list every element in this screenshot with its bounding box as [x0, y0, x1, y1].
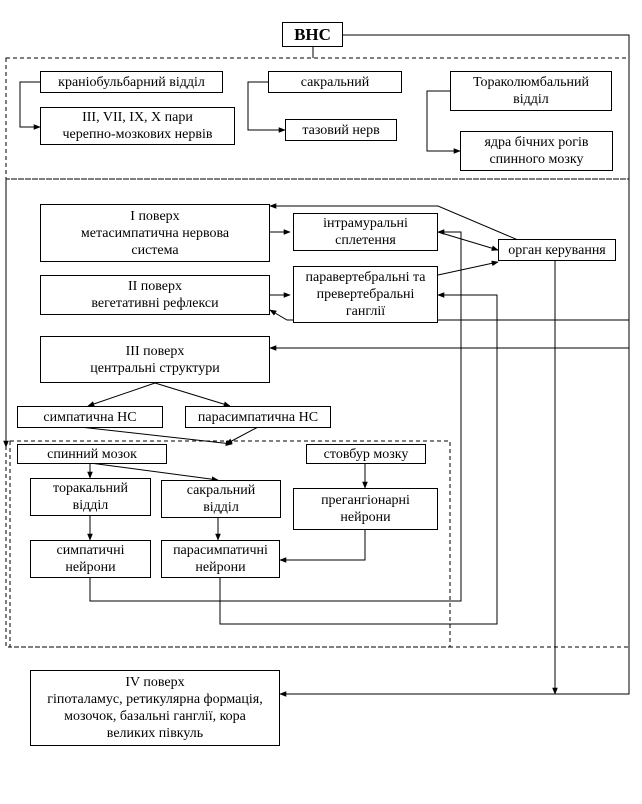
brainstem-box: стовбур мозку — [306, 444, 426, 464]
spinal-cord-box: спинний мозок — [17, 444, 167, 464]
craniobulbar-box: краніобульбарний відділ — [40, 71, 223, 93]
floor1-box: I поверх метасимпатична нервова система — [40, 204, 270, 262]
root-ans-box: ВНС — [282, 22, 343, 47]
floor4-box: IV поверх гіпоталамус, ретикулярна формація, мозочок, базальні ганглії, кора великих півкуль — [30, 670, 280, 746]
cranial-nerves-box: III, VII, IX, X пари черепно-мозкових нервів — [40, 107, 235, 145]
parasympathetic-neurons-box: парасимпатичні нейрони — [161, 540, 280, 578]
preganglionic-box: прегангіонарні нейрони — [293, 488, 438, 530]
floor2-box: II поверх вегетативні рефлекси — [40, 275, 270, 315]
thoracolumbar-box: Тораколюмбальний відділ — [450, 71, 612, 111]
thoracic-box: торакальний відділ — [30, 478, 151, 516]
floor3-box: III поверх центральні структури — [40, 336, 270, 383]
lateral-horns-box: ядра бічних рогів спинного мозку — [460, 131, 613, 171]
sacral-dept-box: сакральний відділ — [161, 480, 281, 518]
sympathetic-ns-box: симпатична НС — [17, 406, 163, 428]
pelvic-nerve-box: тазовий нерв — [285, 119, 397, 141]
parasympathetic-ns-box: парасимпатична НС — [185, 406, 331, 428]
sympathetic-neurons-box: симпатичні нейрони — [30, 540, 151, 578]
organ-box: орган керування — [498, 239, 616, 261]
paravertebral-box: паравертебральні та превертебральні ганглії — [293, 266, 438, 323]
intramural-box: інтрамуральні сплетення — [293, 213, 438, 251]
sacral-box: сакральний — [268, 71, 402, 93]
